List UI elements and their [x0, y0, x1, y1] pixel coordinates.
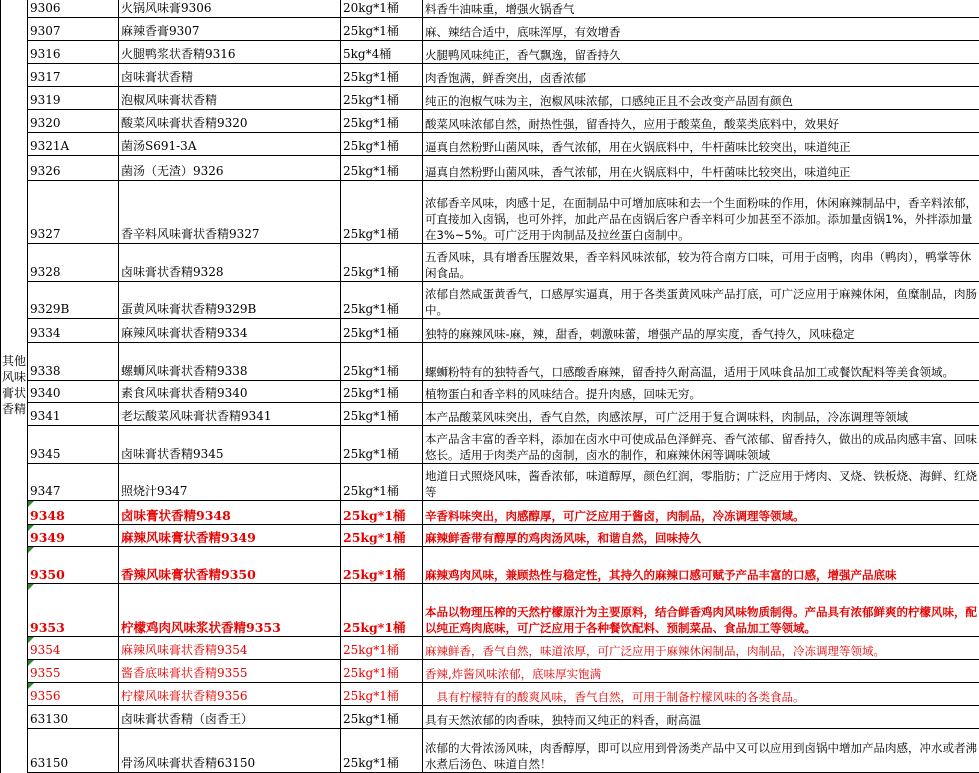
table-row	[1, 464, 979, 501]
packaging-spec: 25kg*1桶	[341, 110, 423, 133]
product-code: 9338	[30, 364, 61, 378]
product-code-cell	[28, 403, 119, 426]
product-description: 螺蛳粉特有的独特香气，口感酸香麻辣，留香持久耐高温，适用于风味食品加工或餐饮配料等美食领域。	[423, 343, 979, 381]
product-description: 火腿鸭风味纯正，香气飘逸，留香持久	[423, 41, 979, 64]
product-name: 菌汤（无渣）9326	[119, 156, 341, 181]
product-name: 螺蛳风味膏状香精9338	[119, 343, 341, 381]
product-name: 香辣风味膏状香精9350	[119, 547, 341, 584]
product-code: 63150	[30, 756, 68, 770]
packaging-spec: 25kg*1桶	[341, 181, 423, 244]
product-description: 麻、辣结合适中，底味浑厚，有效增香	[423, 18, 979, 41]
product-name: 柠檬风味膏状香精9356	[119, 683, 341, 706]
table-row	[1, 110, 979, 133]
table-row	[1, 426, 979, 464]
product-code-cell	[28, 181, 119, 244]
product-code-cell	[28, 426, 119, 464]
flag-marker	[28, 637, 34, 643]
product-description: 逼真自然粉野山菌风味，香气浓郁，用在火锅底料中，牛杆菌味比较突出，味道纯正	[423, 133, 979, 156]
product-name: 老坛酸菜风味膏状香精9341	[119, 403, 341, 426]
packaging-spec: 25kg*1桶	[341, 547, 423, 584]
table-row	[1, 156, 979, 181]
table-row	[1, 87, 979, 110]
table-row	[1, 584, 979, 637]
product-name: 酱香底味膏状香精9355	[119, 660, 341, 683]
table-row	[1, 133, 979, 156]
product-code: 9354	[30, 643, 61, 657]
product-name: 素食风味膏状香精9340	[119, 381, 341, 403]
product-code: 9306	[30, 1, 61, 15]
table-row	[1, 660, 979, 683]
product-code: 9355	[30, 666, 61, 680]
product-description: 具有天然浓郁的肉香味，独特而又纯正的料香，耐高温	[423, 706, 979, 729]
table-row	[1, 18, 979, 41]
packaging-spec: 25kg*1桶	[341, 584, 423, 637]
product-description: 本品以物理压榨的天然柠檬原汁为主要原料，结合鲜香鸡肉风味物质制得。产品具有浓郁鲜爽的柠檬风味，配以纯正鸡肉底味，可广泛应用于各种餐饮配料、预制菜品、食品加工等领域。	[423, 584, 979, 637]
category-label	[1, 0, 28, 773]
packaging-spec: 25kg*1桶	[341, 637, 423, 660]
product-name: 菌汤S691-3A	[119, 133, 341, 156]
table-row	[1, 729, 979, 773]
product-name: 酸菜风味膏状香精9320	[119, 110, 341, 133]
product-code-cell	[28, 0, 119, 18]
table-row	[1, 683, 979, 706]
product-name: 麻辣风味膏状香精9354	[119, 637, 341, 660]
packaging-spec: 5kg*4桶	[341, 41, 423, 64]
table-row	[1, 381, 979, 403]
packaging-spec: 25kg*1桶	[341, 426, 423, 464]
packaging-spec: 25kg*1桶	[341, 133, 423, 156]
product-code: 9345	[30, 447, 61, 461]
product-code-cell	[28, 244, 119, 282]
product-description: 香辣,炸酱风味浓郁，底味厚实饱满	[423, 660, 979, 683]
product-name: 火腿鸭浆状香精9316	[119, 41, 341, 64]
packaging-spec: 25kg*1桶	[341, 156, 423, 181]
product-code: 9329B	[30, 302, 69, 316]
product-description: 麻辣鲜香带有醇厚的鸡肉汤风味，和谐自然，回味持久	[423, 525, 979, 547]
product-description: 浓郁自然咸蛋黄香气，口感厚实逼真，用于各类蛋黄风味产品打底，可广泛应用于麻辣休闲，鱼糜制品，肉肠中。	[423, 282, 979, 319]
table-row	[1, 64, 979, 87]
product-name: 照烧汁9347	[119, 464, 341, 501]
packaging-spec: 25kg*1桶	[341, 729, 423, 773]
product-code-cell	[28, 381, 119, 403]
table-row	[1, 547, 979, 584]
packaging-spec: 20kg*1桶	[341, 0, 423, 18]
packaging-spec: 25kg*1桶	[341, 683, 423, 706]
product-code-cell	[28, 343, 119, 381]
flag-marker	[28, 584, 34, 590]
category-label-line: 其他	[2, 354, 26, 368]
table-row	[1, 0, 979, 18]
product-code-cell	[28, 87, 119, 110]
packaging-spec: 25kg*1桶	[341, 18, 423, 41]
product-code-cell	[28, 584, 119, 637]
product-description: 本产品酸菜风味突出，香气自然，肉感浓厚，可广泛用于复合调味料，肉制品，冷冻调理等领域	[423, 403, 979, 426]
table-row	[1, 181, 979, 244]
product-code-cell	[28, 637, 119, 660]
packaging-spec: 25kg*1桶	[341, 282, 423, 319]
table-row	[1, 706, 979, 729]
product-description: 纯正的泡椒气味为主，泡椒风味浓郁，口感纯正且不会改变产品固有颜色	[423, 87, 979, 110]
product-code: 9321A	[30, 139, 69, 153]
table-row	[1, 403, 979, 426]
product-name: 泡椒风味膏状香精	[119, 87, 341, 110]
product-code: 9317	[30, 70, 61, 84]
product-name: 骨汤风味膏状香精63150	[119, 729, 341, 773]
table-row	[1, 41, 979, 64]
product-description: 具有柠檬特有的酸爽风味，香气自然，可用于制备柠檬风味的各类食品。	[423, 683, 979, 706]
product-code-cell	[28, 525, 119, 547]
product-name: 蛋黄风味膏状香精9329B	[119, 282, 341, 319]
product-name: 卤味膏状香精（卤香王）	[119, 706, 341, 729]
product-code-cell	[28, 501, 119, 525]
product-code: 9353	[30, 620, 65, 635]
product-code-cell	[28, 660, 119, 683]
product-code: 9327	[30, 227, 61, 241]
flag-marker	[28, 660, 34, 666]
product-code-cell	[28, 319, 119, 343]
product-name: 火锅风味膏9306	[119, 0, 341, 18]
product-code: 9356	[30, 689, 61, 703]
packaging-spec: 25kg*1桶	[341, 343, 423, 381]
product-code-cell	[28, 18, 119, 41]
table-row	[1, 282, 979, 319]
product-code: 9307	[30, 24, 61, 38]
product-description: 麻辣鸡肉风味，兼顾热性与稳定性，其持久的麻辣口感可赋予产品丰富的口感，增强产品底味	[423, 547, 979, 584]
flag-marker	[28, 525, 34, 531]
category-label-line: 风味	[2, 370, 26, 384]
table-row	[1, 637, 979, 660]
product-code: 9349	[30, 530, 65, 545]
packaging-spec: 25kg*1桶	[341, 64, 423, 87]
packaging-spec: 25kg*1桶	[341, 660, 423, 683]
product-code-cell	[28, 41, 119, 64]
product-description: 浓郁香辛风味，肉感十足，在面制品中可增加底味和去一个生面粉味的作用，休闲麻辣制品中，香辛料浓郁，可直接加入卤锅，也可外拌，加此产品在卤锅后客户香辛料可少加甚至不添加。添加量卤锅1%，外拌添加量在3%~5%。可广泛用于肉制品及拉丝蛋白卤制中。	[423, 181, 979, 244]
product-name: 麻辣风味膏状香精9334	[119, 319, 341, 343]
product-code-cell	[28, 156, 119, 181]
packaging-spec: 25kg*1桶	[341, 403, 423, 426]
packaging-spec: 25kg*1桶	[341, 464, 423, 501]
product-description: 植物蛋白和香辛料的风味结合。提升肉感，回味无穷。	[423, 381, 979, 403]
product-code-cell	[28, 464, 119, 501]
table-row	[1, 525, 979, 547]
category-label-line: 膏状	[2, 386, 26, 400]
product-description: 酸菜风味浓郁自然，耐热性强，留香持久，应用于酸菜鱼，酸菜类底料中，效果好	[423, 110, 979, 133]
packaging-spec: 25kg*1桶	[341, 319, 423, 343]
product-name: 麻辣风味膏状香精9349	[119, 525, 341, 547]
product-name: 柠檬鸡肉风味浆状香精9353	[119, 584, 341, 637]
product-code-cell	[28, 683, 119, 706]
product-code-cell	[28, 706, 119, 729]
product-code: 9319	[30, 93, 61, 107]
product-description: 辛香料味突出，肉感醇厚，可广泛应用于酱卤，肉制品，冷冻调理等领域。	[423, 501, 979, 525]
product-code-cell	[28, 133, 119, 156]
product-name: 卤味膏状香精9348	[119, 501, 341, 525]
product-code: 63130	[30, 712, 68, 726]
product-code: 9316	[30, 47, 61, 61]
product-code: 9350	[30, 567, 65, 582]
table-row	[1, 319, 979, 343]
table-body	[1, 0, 979, 773]
product-description: 料香牛油味重，增强火锅香气	[423, 0, 979, 18]
category-label-line: 香精	[2, 402, 26, 416]
product-code-cell	[28, 729, 119, 773]
packaging-spec: 25kg*1桶	[341, 525, 423, 547]
product-description: 逼真自然粉野山菌风味，香气浓郁，用在火锅底料中，牛杆菌味比较突出，味道纯正	[423, 156, 979, 181]
product-code: 9326	[30, 164, 61, 178]
product-code-cell	[28, 282, 119, 319]
product-name: 香辛料风味膏状香精9327	[119, 181, 341, 244]
product-code: 9328	[30, 265, 61, 279]
product-description: 本产品含丰富的香辛料，添加在卤水中可使成品色泽鲜亮、香气浓郁、留香持久，做出的成品肉感丰富、回味悠长。适用于肉类产品的卤制，卤水的制作，和麻辣休闲等调味领域	[423, 426, 979, 464]
product-description: 肉香饱满，鲜香突出，卤香浓郁	[423, 64, 979, 87]
packaging-spec: 25kg*1桶	[341, 501, 423, 525]
flag-marker	[28, 501, 34, 507]
product-code-cell	[28, 547, 119, 584]
product-code: 9334	[30, 326, 61, 340]
packaging-spec: 25kg*1桶	[341, 87, 423, 110]
product-code: 9320	[30, 116, 61, 130]
table-row	[1, 501, 979, 525]
product-name: 卤味膏状香精9345	[119, 426, 341, 464]
product-code: 9341	[30, 409, 61, 423]
product-code: 9348	[30, 508, 65, 523]
packaging-spec: 25kg*1桶	[341, 706, 423, 729]
flag-marker	[28, 547, 34, 553]
product-name: 麻辣香膏9307	[119, 18, 341, 41]
product-name: 卤味膏状香精	[119, 64, 341, 87]
product-description: 五香风味，具有增香压腥效果，香辛料风味浓郁，较为符合南方口味，可用于卤鸭，肉串（鸭肉），鸭掌等休闲食品。	[423, 244, 979, 282]
product-description: 地道日式照烧风味，酱香浓郁，味道醇厚，颜色红润，零脂肪；广泛应用于烤肉、叉烧、铁板烧、海鲜、红烧等	[423, 464, 979, 501]
product-code: 9340	[30, 386, 61, 400]
packaging-spec: 25kg*1桶	[341, 381, 423, 403]
product-description: 麻辣鲜香，香气自然，味道浓厚，可广泛应用于麻辣休闲制品，肉制品，冷冻调理等领域。	[423, 637, 979, 660]
product-code-cell	[28, 110, 119, 133]
table-row	[1, 343, 979, 381]
product-name: 卤味膏状香精9328	[119, 244, 341, 282]
table-row	[1, 244, 979, 282]
product-description: 独特的麻辣风味-麻，辣，甜香，刺激味蕾，增强产品的厚实度，香气持久，风味稳定	[423, 319, 979, 343]
product-code-cell	[28, 64, 119, 87]
flag-marker	[28, 683, 34, 689]
product-description: 浓郁的大骨浓汤风味，肉香醇厚，即可以应用到骨汤类产品中又可以应用到卤锅中增加产品肉感，冲水或者沸水煮后汤色、味道自然！	[423, 729, 979, 773]
packaging-spec: 25kg*1桶	[341, 244, 423, 282]
product-code: 9347	[30, 484, 61, 498]
